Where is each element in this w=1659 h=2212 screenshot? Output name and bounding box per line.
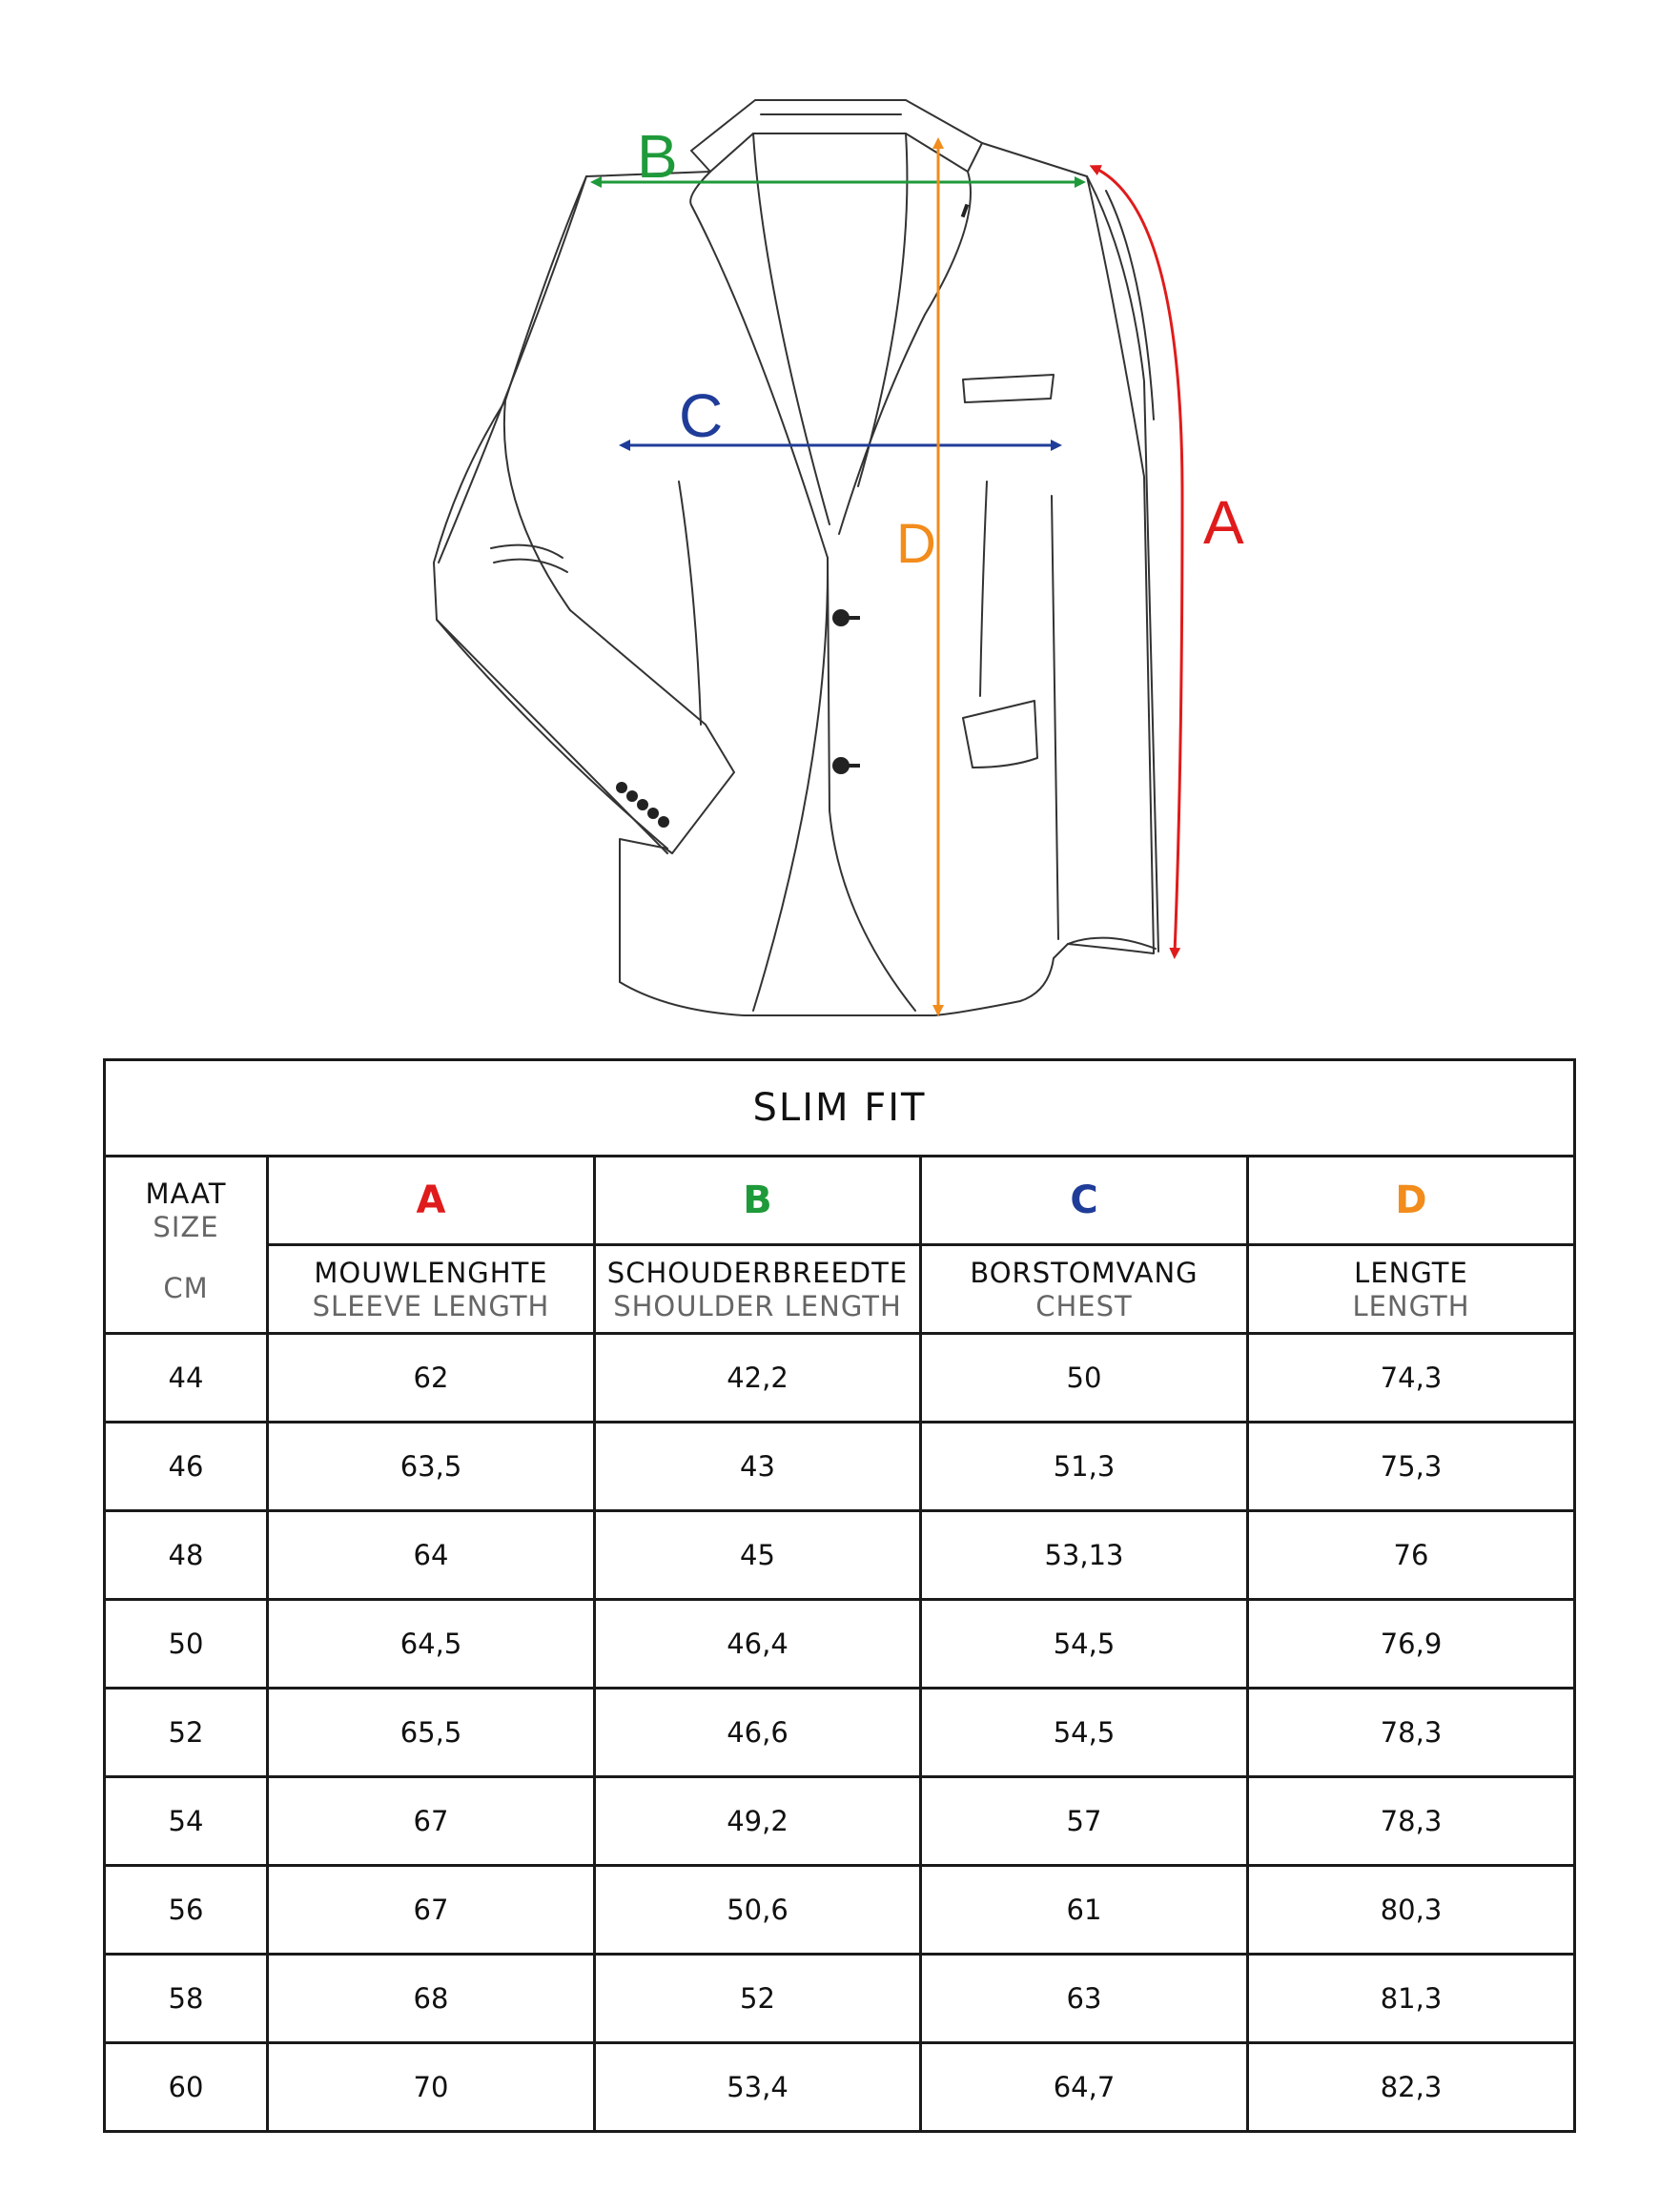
label-d: D: [896, 513, 936, 575]
sleeve-cell: 63,5: [268, 1423, 595, 1511]
size-cell: 56: [105, 1866, 268, 1955]
shoulder-cell: 46,6: [595, 1689, 921, 1777]
column-label-shoulder: [595, 1245, 921, 1334]
size-cell: 48: [105, 1511, 268, 1600]
sleeve-length-arrow: [1095, 168, 1182, 953]
table-row: [105, 1511, 1575, 1600]
size-cell: 58: [105, 1955, 268, 2043]
table-row: [105, 1955, 1575, 2043]
label-a: A: [1203, 488, 1244, 557]
chest-cell: 51,3: [921, 1423, 1248, 1511]
column-label-length: [1248, 1245, 1575, 1334]
jacket-outline: [434, 100, 1158, 1015]
shoulder-cell: 49,2: [595, 1777, 921, 1866]
sleeve-cell: 65,5: [268, 1689, 595, 1777]
length-cell: 76,9: [1248, 1600, 1575, 1689]
label-en: SLEEVE LENGTH: [312, 1290, 550, 1322]
shoulder-cell: 46,4: [595, 1600, 921, 1689]
chest-cell: 64,7: [921, 2043, 1248, 2132]
sleeve-cell: 67: [268, 1777, 595, 1866]
length-cell: 81,3: [1248, 1955, 1575, 2043]
table-row: [105, 1423, 1575, 1511]
size-header-maat: MAAT: [145, 1178, 227, 1210]
size-chart-table: [103, 1058, 1576, 2133]
column-label-sleeve: [268, 1245, 595, 1334]
sleeve-cell: 70: [268, 2043, 595, 2132]
size-header-unit: CM: [163, 1272, 209, 1304]
label-en: LENGTH: [1352, 1290, 1470, 1322]
shoulder-cell: 53,4: [595, 2043, 921, 2132]
shoulder-cell: 52: [595, 1955, 921, 2043]
label-nl: MOUWLENGHTE: [314, 1257, 548, 1289]
table-row: [105, 1689, 1575, 1777]
sleeve-cell: 62: [268, 1334, 595, 1423]
label-en: CHEST: [1035, 1290, 1133, 1322]
chest-cell: 54,5: [921, 1600, 1248, 1689]
chest-cell: 63: [921, 1955, 1248, 2043]
chest-cell: 54,5: [921, 1689, 1248, 1777]
size-header-size: SIZE: [153, 1211, 219, 1243]
size-column-header: [105, 1157, 268, 1334]
table-title: SLIM FIT: [105, 1060, 1575, 1157]
sleeve-cell: 64,5: [268, 1600, 595, 1689]
chest-cell: 61: [921, 1866, 1248, 1955]
sleeve-cell: 68: [268, 1955, 595, 2043]
column-letter-a: [268, 1157, 595, 1245]
length-cell: 82,3: [1248, 2043, 1575, 2132]
size-cell: 50: [105, 1600, 268, 1689]
table-row: [105, 1600, 1575, 1689]
length-cell: 76: [1248, 1511, 1575, 1600]
length-cell: 78,3: [1248, 1689, 1575, 1777]
label-en: SHOULDER LENGTH: [613, 1290, 902, 1322]
label-nl: LENGTE: [1354, 1257, 1468, 1289]
jacket-measurement-diagram: [0, 0, 1659, 1049]
size-cell: 46: [105, 1423, 268, 1511]
length-cell: 80,3: [1248, 1866, 1575, 1955]
table-row: [105, 1866, 1575, 1955]
size-cell: 60: [105, 2043, 268, 2132]
label-nl: SCHOUDERBREEDTE: [606, 1257, 909, 1289]
size-cell: 54: [105, 1777, 268, 1866]
letter-b: B: [743, 1178, 772, 1222]
sleeve-cell: 64: [268, 1511, 595, 1600]
column-letter-d: [1248, 1157, 1575, 1245]
column-letter-c: [921, 1157, 1248, 1245]
chest-cell: 50: [921, 1334, 1248, 1423]
label-b: B: [637, 122, 678, 191]
chest-cell: 53,13: [921, 1511, 1248, 1600]
letter-a: A: [416, 1178, 446, 1222]
length-cell: 74,3: [1248, 1334, 1575, 1423]
size-cell: 44: [105, 1334, 268, 1423]
size-cell: 52: [105, 1689, 268, 1777]
table-row: [105, 2043, 1575, 2132]
table-row: [105, 1777, 1575, 1866]
letter-d: D: [1395, 1178, 1427, 1222]
shoulder-cell: 42,2: [595, 1334, 921, 1423]
length-cell: 75,3: [1248, 1423, 1575, 1511]
sleeve-cell: 67: [268, 1866, 595, 1955]
length-cell: 78,3: [1248, 1777, 1575, 1866]
shoulder-cell: 43: [595, 1423, 921, 1511]
shoulder-cell: 45: [595, 1511, 921, 1600]
table-row: [105, 1334, 1575, 1423]
letter-c: C: [1070, 1178, 1098, 1222]
label-nl: BORSTOMVANG: [970, 1257, 1198, 1289]
column-label-chest: [921, 1245, 1248, 1334]
label-c: C: [679, 381, 724, 450]
shoulder-cell: 50,6: [595, 1866, 921, 1955]
chest-cell: 57: [921, 1777, 1248, 1866]
column-letter-b: [595, 1157, 921, 1245]
